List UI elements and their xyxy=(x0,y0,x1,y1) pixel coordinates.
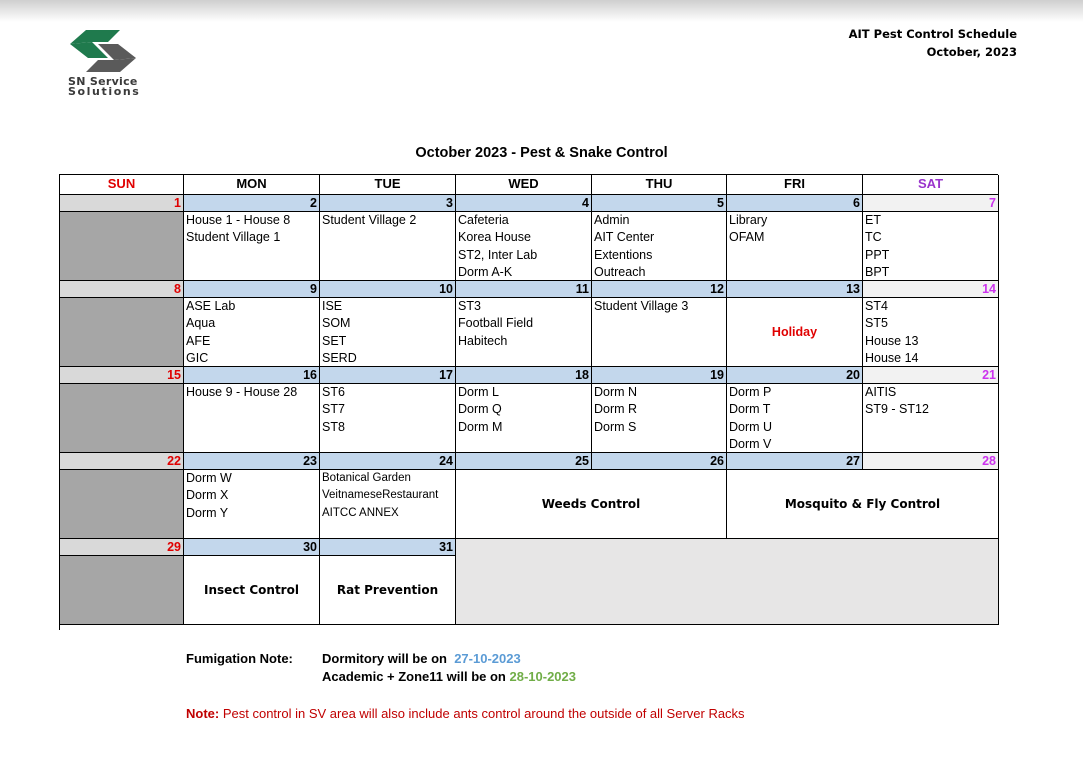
task-item: AITCC ANNEX xyxy=(322,506,399,519)
task-item: Extentions xyxy=(594,247,653,262)
pest-control-note xyxy=(186,706,745,721)
task-item: House 9 - House 28 xyxy=(186,385,298,399)
date-cell: 19 xyxy=(592,367,727,384)
date-cell: 23 xyxy=(184,453,320,470)
date-cell: 14 xyxy=(863,281,999,298)
weekday-mon: MON xyxy=(184,175,320,195)
date-cell: 17 xyxy=(320,367,456,384)
date-cell: 27 xyxy=(727,453,863,470)
task-item: AITIS xyxy=(865,385,897,399)
task-item: Dorm S xyxy=(594,419,637,434)
empty-month-end xyxy=(456,539,999,625)
fumigation-label: Fumigation Note: xyxy=(186,651,293,666)
fumigation-date-2: 28-10-2023 xyxy=(509,669,576,684)
task-item: Student Village 1 xyxy=(186,230,281,245)
task-item: SET xyxy=(322,333,347,348)
task-item: House 13 xyxy=(865,333,919,348)
note-label: Note: xyxy=(186,706,220,721)
mosquito-control-block: Mosquito & Fly Control xyxy=(727,470,999,539)
task-item: ST5 xyxy=(865,316,888,331)
weekday-tue: TUE xyxy=(320,175,456,195)
task-item: Dorm R xyxy=(594,402,638,417)
task-item: House 14 xyxy=(865,351,919,366)
day-tasks xyxy=(592,212,727,281)
day-tasks xyxy=(320,470,456,539)
top-shade xyxy=(0,0,1083,22)
task-item: ISE xyxy=(322,299,343,313)
date-cell: 6 xyxy=(727,195,863,212)
insect-control-block: Insect Control xyxy=(184,556,320,625)
date-cell: 15 xyxy=(60,367,184,384)
task-item: ET xyxy=(865,213,881,227)
day-tasks xyxy=(863,298,999,367)
task-item: PPT xyxy=(865,247,890,262)
day-tasks xyxy=(184,470,320,539)
task-item: Dorm W xyxy=(186,471,232,485)
sunday-block xyxy=(60,212,184,281)
date-cell: 2 xyxy=(184,195,320,212)
date-cell: 12 xyxy=(592,281,727,298)
task-item: ST7 xyxy=(322,402,345,417)
task-item: GIC xyxy=(186,351,209,366)
date-cell: 24 xyxy=(320,453,456,470)
task-item: Football Field xyxy=(458,316,534,331)
weeds-control-block: Weeds Control xyxy=(456,470,727,539)
date-cell: 26 xyxy=(592,453,727,470)
day-tasks xyxy=(727,384,863,453)
task-item: ST9 - ST12 xyxy=(865,402,929,417)
date-cell: 31 xyxy=(320,539,456,556)
task-item: Dorm Y xyxy=(186,505,229,520)
task-item: Dorm X xyxy=(186,488,229,503)
task-item: AFE xyxy=(186,333,211,348)
date-cell: 13 xyxy=(727,281,863,298)
calendar-grid xyxy=(59,174,998,630)
day-tasks xyxy=(592,384,727,453)
task-item: Aqua xyxy=(186,316,216,331)
weekday-sun: SUN xyxy=(60,175,184,195)
date-cell: 11 xyxy=(456,281,592,298)
task-item: ST6 xyxy=(322,385,345,399)
weekday-wed: WED xyxy=(456,175,592,195)
date-cell: 22 xyxy=(60,453,184,470)
day-tasks xyxy=(320,212,456,281)
company-logo xyxy=(66,28,142,98)
task-item: Admin xyxy=(594,213,630,227)
task-item: Dorm A-K xyxy=(458,265,513,280)
date-cell: 4 xyxy=(456,195,592,212)
task-item: ST8 xyxy=(322,419,345,434)
logo-mark-icon xyxy=(68,28,138,74)
task-item: Dorm N xyxy=(594,385,638,399)
day-tasks xyxy=(184,384,320,453)
fumigation-line-2-text: Academic + Zone11 will be on xyxy=(322,669,506,684)
task-item: ST2, Inter Lab xyxy=(458,247,538,262)
date-cell: 1 xyxy=(60,195,184,212)
document-month: October, 2023 xyxy=(926,45,1017,59)
task-item: Dorm P xyxy=(729,385,772,399)
rat-prevention-block: Rat Prevention xyxy=(320,556,456,625)
task-item: Dorm Q xyxy=(458,402,502,417)
date-cell: 28 xyxy=(863,453,999,470)
task-item: ST3 xyxy=(458,299,481,313)
weekday-thu: THU xyxy=(592,175,727,195)
fumigation-line-1-text: Dormitory will be on xyxy=(322,651,447,666)
day-tasks xyxy=(456,298,592,367)
fumigation-line-2 xyxy=(322,668,576,687)
sunday-block xyxy=(60,384,184,453)
task-item: VeitnameseRestaurant xyxy=(322,489,439,502)
day-tasks xyxy=(592,298,727,367)
task-item: Student Village 3 xyxy=(594,299,689,313)
day-tasks xyxy=(184,298,320,367)
task-item: Dorm V xyxy=(729,437,772,452)
company-name-line1: SN Service xyxy=(68,75,138,88)
task-item: ASE Lab xyxy=(186,299,236,313)
day-tasks xyxy=(863,384,999,453)
date-cell: 30 xyxy=(184,539,320,556)
weekday-fri: FRI xyxy=(727,175,863,195)
date-cell: 21 xyxy=(863,367,999,384)
date-cell: 18 xyxy=(456,367,592,384)
sunday-block xyxy=(60,470,184,539)
day-tasks xyxy=(863,212,999,281)
date-cell: 20 xyxy=(727,367,863,384)
task-item: Student Village 2 xyxy=(322,213,417,227)
date-cell: 16 xyxy=(184,367,320,384)
day-tasks xyxy=(456,212,592,281)
day-tasks xyxy=(320,298,456,367)
holiday-label: Holiday xyxy=(727,298,863,367)
task-item: SERD xyxy=(322,351,357,366)
task-item: House 1 - House 8 xyxy=(186,213,291,227)
fumigation-date-1: 27-10-2023 xyxy=(454,651,521,666)
date-cell: 5 xyxy=(592,195,727,212)
task-item: Dorm L xyxy=(458,385,499,399)
weekday-sat: SAT xyxy=(863,175,999,195)
date-cell: 10 xyxy=(320,281,456,298)
date-cell: 25 xyxy=(456,453,592,470)
task-item: ST4 xyxy=(865,299,888,313)
sunday-block xyxy=(60,556,184,625)
fumigation-line-1 xyxy=(322,650,521,669)
task-item: AIT Center xyxy=(594,230,655,245)
company-name-line2: Solutions xyxy=(68,85,141,98)
document-header xyxy=(849,25,1017,61)
document-title: AIT Pest Control Schedule xyxy=(848,27,1017,41)
task-item: Library xyxy=(729,213,768,227)
date-cell: 3 xyxy=(320,195,456,212)
task-item: Habitech xyxy=(458,333,508,348)
task-item: OFAM xyxy=(729,230,765,245)
task-item: SOM xyxy=(322,316,351,331)
date-cell: 7 xyxy=(863,195,999,212)
day-tasks xyxy=(184,212,320,281)
date-cell: 29 xyxy=(60,539,184,556)
task-item: BPT xyxy=(865,265,890,280)
date-cell: 9 xyxy=(184,281,320,298)
day-tasks xyxy=(727,212,863,281)
task-item: Korea House xyxy=(458,230,531,245)
date-cell: 8 xyxy=(60,281,184,298)
day-tasks xyxy=(320,384,456,453)
task-item: Outreach xyxy=(594,265,646,280)
task-item: Botanical Garden xyxy=(322,472,411,484)
task-item: Dorm T xyxy=(729,402,771,417)
task-item: TC xyxy=(865,230,882,245)
day-tasks xyxy=(456,384,592,453)
task-item: Cafeteria xyxy=(458,213,509,227)
note-text: Pest control in SV area will also include ants control around the outside of all Server Racks xyxy=(222,706,745,721)
calendar-title: October 2023 - Pest & Snake Control xyxy=(415,145,668,161)
task-item: Dorm U xyxy=(729,419,773,434)
task-item: Dorm M xyxy=(458,419,503,434)
sunday-block xyxy=(60,298,184,367)
